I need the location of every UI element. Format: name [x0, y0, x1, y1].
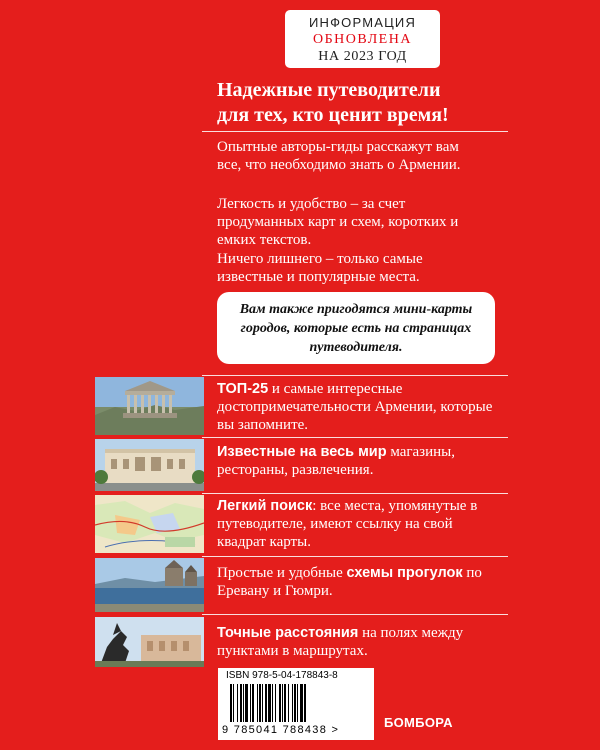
mini-maps-callout: Вам также пригодятся мини-карты городов, которые есть на страницах путеводителя. — [217, 292, 495, 364]
feature-walks-bold: схемы прогулок — [346, 565, 463, 581]
statue-photo-icon — [95, 617, 204, 667]
divider — [202, 131, 508, 132]
feature-top25-bold: ТОП-25 — [217, 381, 269, 397]
feature-walks — [217, 564, 497, 600]
info-badge — [285, 10, 440, 68]
publisher-logo: БОМБОРА — [384, 715, 453, 730]
divider — [202, 556, 508, 557]
divider — [202, 437, 508, 438]
feature-top25 — [217, 380, 497, 434]
divider — [202, 493, 508, 494]
paragraph-convenience: Легкость и удобство – за счет продуманных карт и схем, коротких и емких текстов. — [217, 196, 459, 248]
divider — [202, 614, 508, 615]
info-line-2: ОБНОВЛЕНА — [313, 32, 412, 47]
feature-distances — [217, 624, 497, 660]
info-line-3: НА 2023 ГОД — [318, 49, 407, 64]
feature-top25-text: и самые интересные достопримечательности Армении, которые вы запомните. — [217, 381, 493, 433]
temple-photo-icon — [95, 377, 204, 435]
barcode-bars — [226, 684, 366, 724]
feature-famous-bold: Известные на весь мир — [217, 444, 387, 460]
feature-distances-text: на полях между пунктами в маршрутах. — [217, 625, 464, 659]
feature-distances-bold: Точные расстояния — [217, 625, 359, 641]
paragraph-authors: Опытные авторы-гиды расскажут вам все, что необходимо знать о Армении. — [217, 139, 461, 173]
lake-church-photo-icon — [95, 558, 204, 612]
map-photo-icon — [95, 495, 204, 553]
feature-walks-text: по Еревану и Гюмри. — [217, 565, 482, 599]
paragraph-essentials: Ничего лишнего – только самые известные и популярные места. — [217, 251, 423, 285]
feature-search-text: : все места, упомянутые в путеводителе, имеют ссылку на свой квадрат карты. — [217, 498, 478, 550]
feature-search — [217, 497, 497, 551]
divider — [202, 375, 508, 376]
feature-walks-pre: Простые и удобные — [217, 565, 347, 581]
barcode-digits: 9 785041 788438 > — [222, 724, 340, 736]
isbn-text: ISBN 978-5-04-178843-8 — [226, 670, 338, 681]
headline-line-2: для тех, кто ценит время! — [217, 104, 449, 126]
headline — [217, 78, 517, 128]
feature-famous-text: магазины, рестораны, развлечения. — [217, 444, 455, 478]
headline-line-1: Надежные путеводители — [217, 79, 441, 101]
feature-famous — [217, 443, 497, 479]
barcode — [218, 668, 374, 740]
building-photo-icon — [95, 439, 204, 491]
feature-search-bold: Легкий поиск — [217, 498, 313, 514]
info-line-1: ИНФОРМАЦИЯ — [308, 15, 417, 30]
